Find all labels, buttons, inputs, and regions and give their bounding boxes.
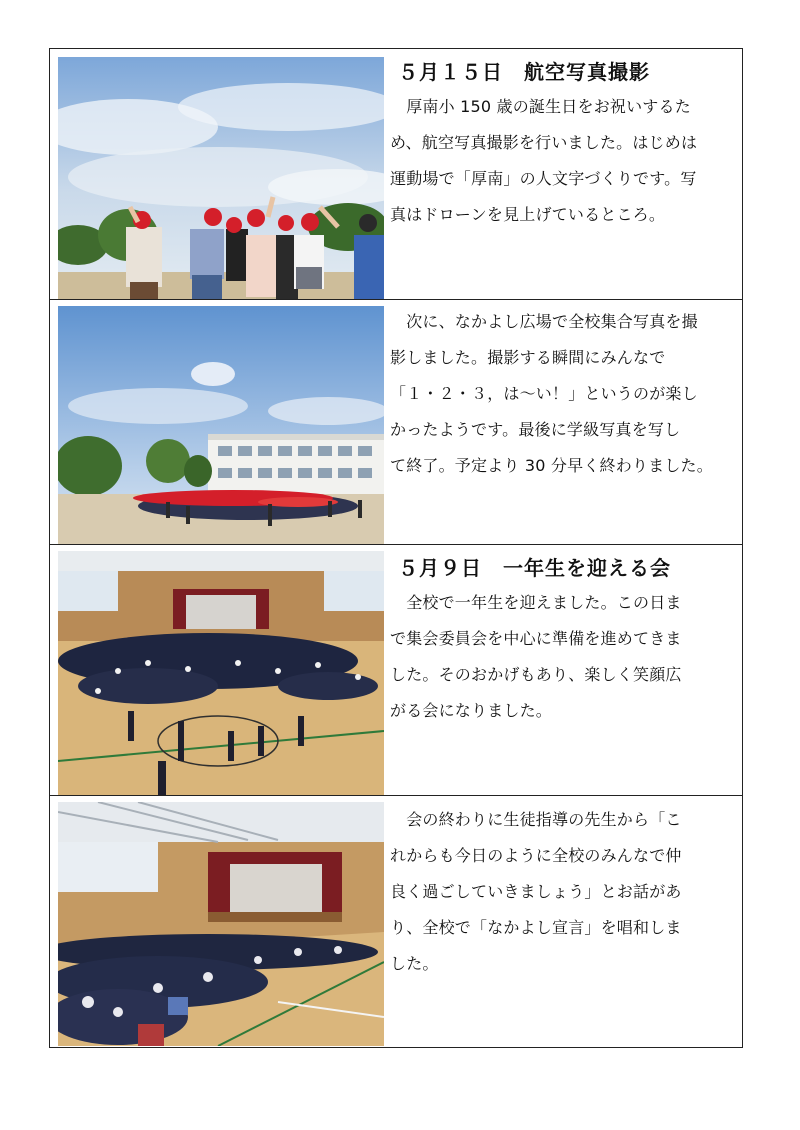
photo-students-looking-up-at-drone <box>58 57 384 299</box>
text-line: した。そのおかげもあり、楽しく笑顔広 <box>390 665 682 684</box>
photo-students-seated-in-gym <box>58 802 384 1046</box>
section-heading: ５月９日 一年生を迎える会 <box>398 556 671 580</box>
section-text <box>390 304 738 484</box>
section-closing-talk <box>50 795 742 1047</box>
text-line: 会の終わりに生徒指導の先生から「こ <box>390 810 682 829</box>
text-line: した。 <box>390 954 439 973</box>
text-line: かったようです。最後に学級写真を写し <box>390 420 681 439</box>
section-aerial-photo-playground <box>50 49 742 299</box>
text-line: り、全校で「なかよし宣言」を唱和しま <box>390 918 682 937</box>
photo-whole-school-group <box>58 306 384 545</box>
text-line: て終了。予定より 30 分早く終わりました。 <box>390 456 713 475</box>
text-line: 全校で一年生を迎えました。この日ま <box>390 593 682 612</box>
text-line: め、航空写真撮影を行いました。はじめは <box>390 133 698 152</box>
section-text <box>390 551 738 729</box>
text-line: がる会になりました。 <box>390 701 553 720</box>
text-line: 運動場で「厚南」の人文字づくりです。写 <box>390 169 697 188</box>
newsletter-table <box>49 48 743 1048</box>
section-text <box>390 802 738 982</box>
text-line: 「１・２・３，は〜い！」というのが楽し <box>390 384 698 403</box>
photo-gym-welcome-event <box>58 551 384 795</box>
section-heading: ５月１５日 航空写真撮影 <box>398 60 650 84</box>
section-text <box>390 55 738 233</box>
text-line: 良く過ごしていきましょう」とお話があ <box>390 882 682 901</box>
text-line: 影しました。撮影する瞬間にみんなで <box>390 348 666 367</box>
section-group-photo <box>50 299 742 544</box>
text-line: 厚南小 150 歳の誕生日をお祝いするた <box>390 97 691 116</box>
text-line: 次に、なかよし広場で全校集合写真を撮 <box>390 312 698 331</box>
text-line: 真はドローンを見上げているところ。 <box>390 205 666 224</box>
section-welcome-first-graders <box>50 544 742 795</box>
text-line: れからも今日のように全校のみんなで仲 <box>390 846 682 865</box>
text-line: で集会委員会を中心に準備を進めてきま <box>390 629 682 648</box>
